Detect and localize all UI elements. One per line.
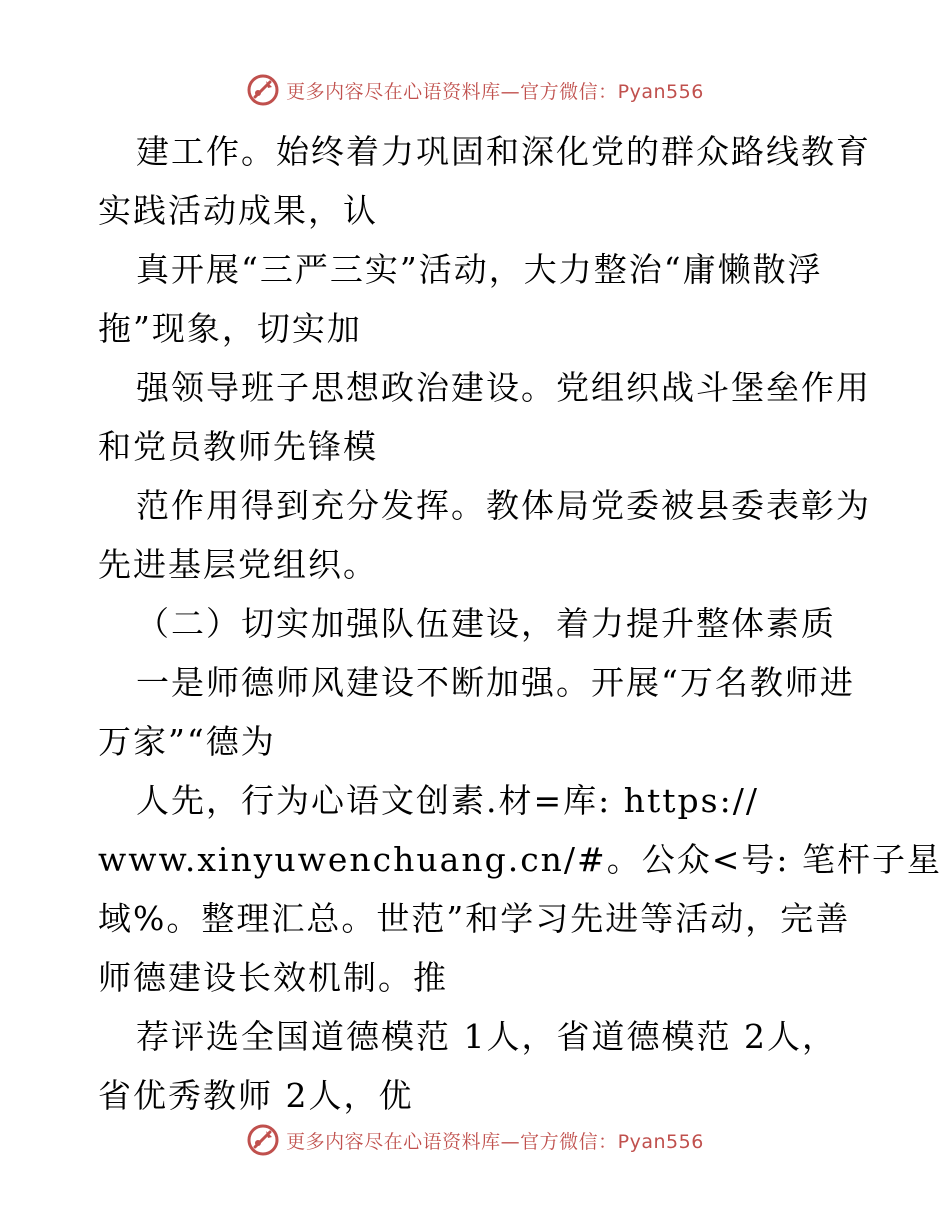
paragraph-line: 强领导班子思想政治建设。党组织战斗堡垒作用	[136, 368, 871, 407]
paragraph-line: 真开展“三严三实”活动，大力整治“庸懒散浮	[136, 250, 823, 289]
paragraph-line: 万家”“德为	[98, 722, 276, 761]
footer-watermark-banner	[0, 1120, 950, 1160]
paragraph-line: www.xinyuwenchuang.cn/#。公众<号: 笔杆子星	[98, 840, 942, 879]
paragraph-line: 和党员教师先锋模	[98, 427, 378, 466]
paragraph-line: 人先，行为心语文创素.材=库: https://	[136, 781, 759, 820]
paragraph-line: 师德建设长效机制。推	[98, 958, 448, 997]
footer-watermark-text: 更多内容尽在心语资料库—官方微信：Pyan556	[286, 1130, 704, 1153]
header-watermark-text: 更多内容尽在心语资料库—官方微信：Pyan556	[286, 80, 704, 103]
paragraph-line: 域%。整理汇总。世范”和学习先进等活动，完善	[98, 899, 851, 938]
paragraph-line: 范作用得到充分发挥。教体局党委被县委表彰为	[136, 486, 871, 525]
section-heading: （二）切实加强队伍建设，着力提升整体素质	[136, 604, 836, 643]
paragraph-line: 一是师德师风建设不断加强。开展“万名教师进	[136, 663, 855, 702]
brand-logo-icon	[246, 1123, 280, 1157]
paragraph-line: 荐评选全国道德模范 1人，省道德模范 2人，	[136, 1017, 837, 1056]
paragraph-line: 省优秀教师 2人，优	[98, 1076, 414, 1115]
paragraph-line: 实践活动成果，认	[98, 191, 378, 230]
brand-logo-icon	[246, 73, 280, 107]
header-watermark-banner	[0, 70, 950, 110]
paragraph-line: 先进基层党组织。	[98, 545, 378, 584]
paragraph-line: 建工作。始终着力巩固和深化党的群众路线教育	[136, 132, 871, 171]
document-body	[98, 122, 942, 1125]
paragraph-line: 拖”现象，切实加	[98, 309, 362, 348]
